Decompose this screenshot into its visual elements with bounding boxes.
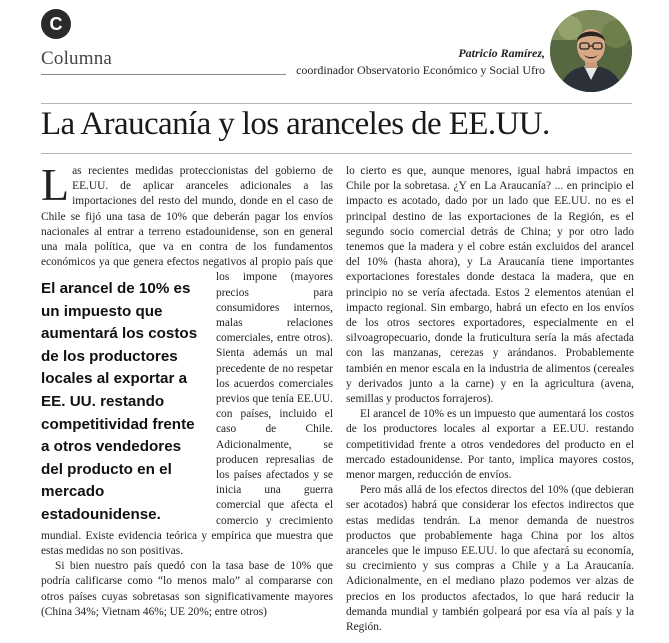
author-byline xyxy=(296,45,545,79)
author-portrait-icon xyxy=(550,10,632,92)
article-column-left xyxy=(41,159,333,620)
article-paragraph: Si bien nuestro país quedó con la tasa base de 10% que podría calificarse como “lo menos malo” al compararse con otros países cuyas sobretasas son significativamente mayores (China 34%; Vietnam 46%; UE 20%; entre otros) xyxy=(41,560,333,618)
article-paragraph: El arancel de 10% es un impuesto que aumentará los costos de los productores locales al exportar a EE.UU. restando competitividad frente a otros vendedores del producto en el mercado estadounidense. Por tanto, implica mayores costos, menor margen, reducción de envíos. xyxy=(346,408,634,482)
title-divider-bottom xyxy=(41,153,632,154)
section-label: Columna xyxy=(41,48,113,69)
title-divider-top xyxy=(41,103,632,104)
paragraph-text: as recientes medidas proteccionistas del gobierno de EE.UU. de aplicar aranceles adicionales a las importaciones del resto del mundo, donde en el caso de Chile se fijó una tasa de 10% que deberán pagar los envíos nacionales al entrar a terreno estadounidense, son en general una mala política, que va en contra de los fundamentos económicos ya que genera efectos negativos al propio país que los impone (mayores precios para consumidores internos, malas relaciones comerciales, entre otros). Sienta además un mal precedente de no respetar los acuerdos comerciales previos que tenía EE.UU. con países, incluido el caso de Chile. Adicionalmente, se producen represalias de los países afectados y se inicia una guerra comercial que afecta el comercio y crecimiento mundial. Existe evidencia teórica y empírica que muestra que estas medidas no son positivas. xyxy=(41,165,333,558)
column-badge: C xyxy=(41,9,71,39)
author-name: Patricio Ramírez, xyxy=(458,46,545,60)
pull-quote: El arancel de 10% es un impuesto que aumentará los costos de los productores locales al exportar a EE. UU. restando competitividad frente a otros vendedores del producto en el mercado estadounidense. xyxy=(41,280,198,523)
author-photo xyxy=(550,10,632,92)
article-title: La Araucanía y los aranceles de EE.UU. xyxy=(41,106,550,142)
article-paragraph: lo cierto es que, aunque menores, igual habrá impactos en Chile por la sobretasa. ¿Y en La Araucanía? ... en principio el impacto es acotado, dado por un lado que EE.UU. no es el principal destino de las exportaciones de la Región, es el segundo socio comercial detrás de China; y por otro lado tenemos que la madera y el cobre están excluidos del arancel del 10% (hasta ahora), y La Araucanía tiene importantes exportaciones forestales donde destaca la madera, que en principio no se vería afectada. Estos 2 elementos atenúan el impacto regional. Sin embargo, habrá un efecto en los envíos de los otros sectores exportadores, especialmente en el silvoagropecuario, donde la fruticultura sería la más afectada con las manzanas, cerezas y arándanos. Probablemente también en menor escala en la industria de alimentos (cereales y derivados junto a la carne) y en la agricultura (avena, semillas y productos forrajeros). xyxy=(346,165,634,406)
drop-cap: L xyxy=(41,159,70,210)
article-paragraph xyxy=(41,159,333,559)
column-header xyxy=(0,0,669,100)
section-divider xyxy=(41,74,286,75)
article-column-right xyxy=(346,164,634,635)
author-role: coordinador Observatorio Económico y Social Ufro xyxy=(296,63,545,77)
article-paragraph: Pero más allá de los efectos directos del 10% (que debieran ser acotados) habrá que considerar los efectos indirectos que estas medidas tendrán. La menor demanda de nuestros productos que probablemente haga China por los altos aranceles que le impuso EE.UU. lo que afectará su economía, su crecimiento y sus compras a Chile y a La Araucanía. Adicionalmente, en el mediano plazo podemos ver alzas de precios en los productos afectados, lo que hará reducir la demanda mundial y también golpeará por esa vía al país y la Región. xyxy=(346,484,634,634)
